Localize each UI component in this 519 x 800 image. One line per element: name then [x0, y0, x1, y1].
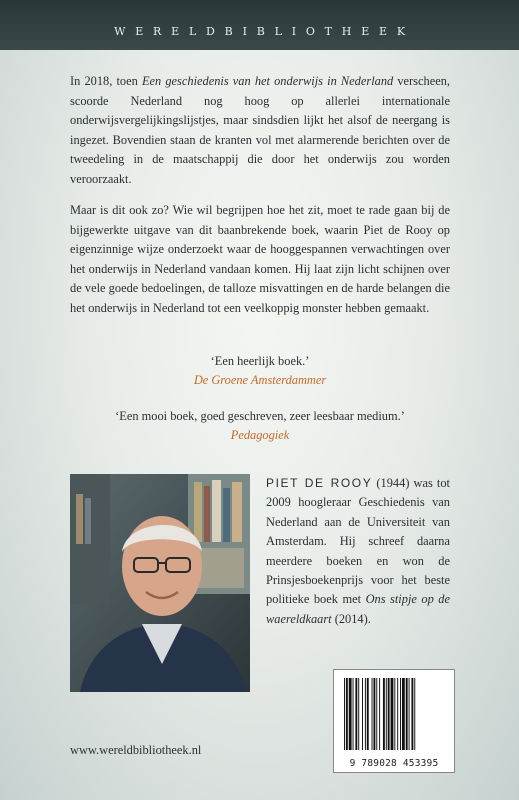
barcode-bar — [414, 678, 415, 750]
barcode-bar — [355, 678, 357, 750]
barcode-bar — [397, 678, 398, 750]
barcode-bar — [367, 678, 369, 750]
quote-text: ‘Een mooi boek, goed geschreven, zeer leesbaar medium.’ — [115, 409, 405, 423]
bio-text: (1944) was tot 2009 hoogleraar Geschiedenis van Nederland aan de Universiteit van Amsterdam. Hij schreef daarna meerdere boeken en won de Prinsjesboekenprijs voor het beste politieke boek met — [266, 476, 450, 607]
barcode-bar — [365, 678, 366, 750]
barcode-bar — [409, 678, 410, 750]
publisher-url[interactable]: www.wereldbibliotheek.nl — [70, 743, 202, 757]
barcode-bar — [386, 678, 387, 750]
review-quote — [70, 352, 450, 390]
barcode-bar — [391, 678, 394, 750]
quote-text: ‘Een heerlijk boek.’ — [210, 354, 310, 368]
author-bio — [266, 474, 450, 629]
review-quote — [70, 407, 450, 445]
barcode-bars — [334, 670, 454, 758]
barcode-bar — [411, 678, 413, 750]
author-portrait-illustration — [70, 474, 250, 692]
bio-book-title: Ons stipje op de waereldkaart — [266, 592, 450, 626]
barcode-bar — [406, 678, 408, 750]
quote-source: Pedagogiek — [230, 428, 290, 442]
barcode-bar — [362, 678, 363, 750]
quote-source: De Groene Amsterdammer — [193, 373, 327, 387]
barcode-bar — [388, 678, 390, 750]
author-name: PIET DE ROOY — [266, 476, 373, 490]
isbn-digits: 9 789028 453395 — [349, 758, 439, 769]
bio-text: (2014). — [331, 611, 371, 626]
barcode-bar — [379, 678, 380, 750]
barcode-bar — [344, 678, 345, 750]
publisher-title: WERELDBIBLIOTHEEK — [114, 25, 415, 38]
blurb-text: verscheen, scoorde Nederland nog hoog op allerlei internationale onderwijsvergelijkingslijstjes, maar sindsdien lijkt het alsof de neergang is ingezet. Bovendien staan de kranten vol met alarmerende berichten over de tweedeling in de maatschappij die door het onderwijs zou worden veroorzaakt. — [70, 74, 450, 186]
barcode-bar — [346, 678, 348, 750]
blurb-text: In 2018, toen — [70, 74, 142, 88]
blurb-paragraph-1 — [70, 72, 450, 190]
header-band — [0, 0, 519, 50]
barcode-bar — [358, 678, 359, 750]
book-title: Een geschiedenis van het onderwijs in Nederland — [141, 74, 394, 88]
barcode-bar — [394, 678, 395, 750]
isbn-barcode — [333, 669, 455, 773]
barcode-bar — [383, 678, 385, 750]
barcode-bar — [349, 678, 352, 750]
barcode-bar — [373, 678, 375, 750]
blurb-paragraph-2: Maar is dit ook zo? Wie wil begrijpen hoe het zit, moet te rade gaan bij de bijgewerkte uitgave van dit baanbrekende boek, waarin Piet de Rooy op eigenzinnige wijze onderzoekt waar de hooggespannen verwachtingen over het onderwijs in Nederland vandaan komen. Hij laat zijn licht schijnen over de vele goede bedoelingen, de talloze misvattingen en de harde belangen die het onderwijs in Nederland tot een veelkoppig monster hebben gemaakt. — [70, 203, 450, 315]
barcode-bar — [372, 678, 373, 750]
author-photo — [70, 474, 250, 692]
barcode-bar — [400, 678, 401, 750]
barcode-bar — [402, 678, 405, 750]
barcode-bar — [353, 678, 354, 750]
barcode-bar — [376, 678, 377, 750]
